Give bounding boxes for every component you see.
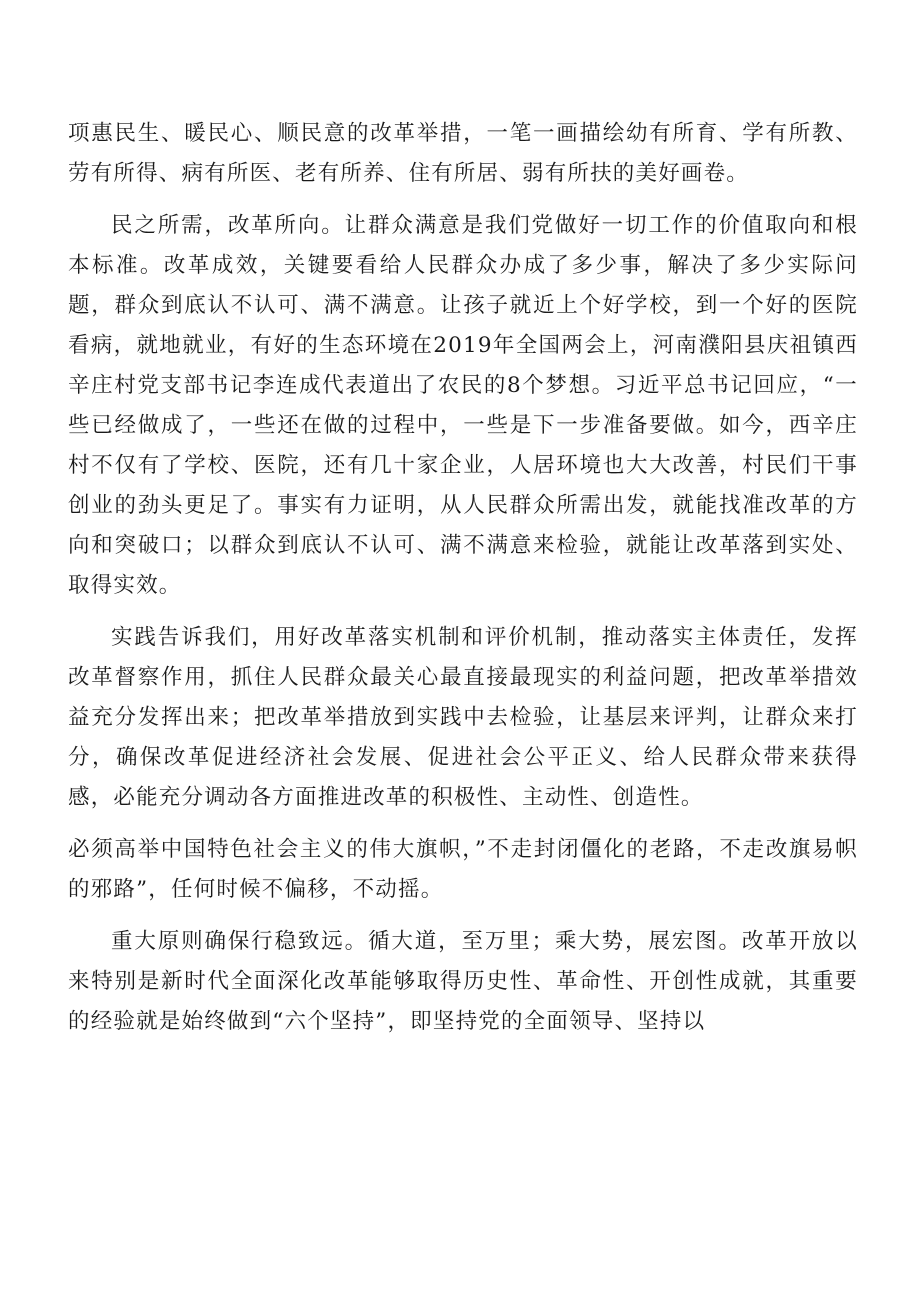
paragraph-2: 民之所需，改革所向。让群众满意是我们党做好一切工作的价值取向和根本标准。改革成效，关键要看给人民群众办成了多少事，解决了多少实际问题，群众到底认不认可、满不满意。让孩子就近上个好学校，到一个好的医院看病，就地就业，有好的生态环境在2019年全国两会上，河南濮阳县庆祖镇西辛庄村党支部书记李连成代表道出了农民的8个梦想。习近平总书记回应，“一些已经做成了，一些还在做的过程中，一些是下一步准备要做。如今，西辛庄村不仅有了学校、医院，还有几十家企业，人居环境也大大改善，村民们干事创业的劲头更足了。事实有力证明，从人民群众所需出发，就能找准改革的方向和突破口；以群众到底认不认可、满不满意来检验，就能让改革落到实处、取得实效。: [68, 213, 858, 598]
paragraph-1: 项惠民生、暖民心、顺民意的改革举措，一笔一画描绘幼有所育、学有所教、劳有所得、病有所医、老有所养、住有所居、弱有所扶的美好画卷。: [68, 121, 858, 186]
document-page: [68, 114, 858, 1042]
paragraph-3: 实践告诉我们，用好改革落实机制和评价机制，推动落实主体责任，发挥改革督察作用，抓住人民群众最关心最直接最现实的利益问题，把改革举措效益充分发挥出来；把改革举措放到实践中去检验，让基层来评判，让群众来打分，确保改革促进经济社会发展、促进社会公平正义、给人民群众带来获得感，必能充分调动各方面推进改革的积极性、主动性、创造性。: [68, 625, 858, 810]
paragraph-4: 必须高举中国特色社会主义的伟大旗帜，”不走封闭僵化的老路，不走改旗易帜的邪路”，任何时候不偏移，不动摇。: [68, 837, 858, 902]
paragraph-5: 重大原则确保行稳致远。循大道，至万里；乘大势，展宏图。改革开放以来特别是新时代全面深化改革能够取得历史性、革命性、开创性成就，其重要的经验就是始终做到“六个坚持”，即坚持党的全面领导、坚持以: [68, 929, 858, 1034]
